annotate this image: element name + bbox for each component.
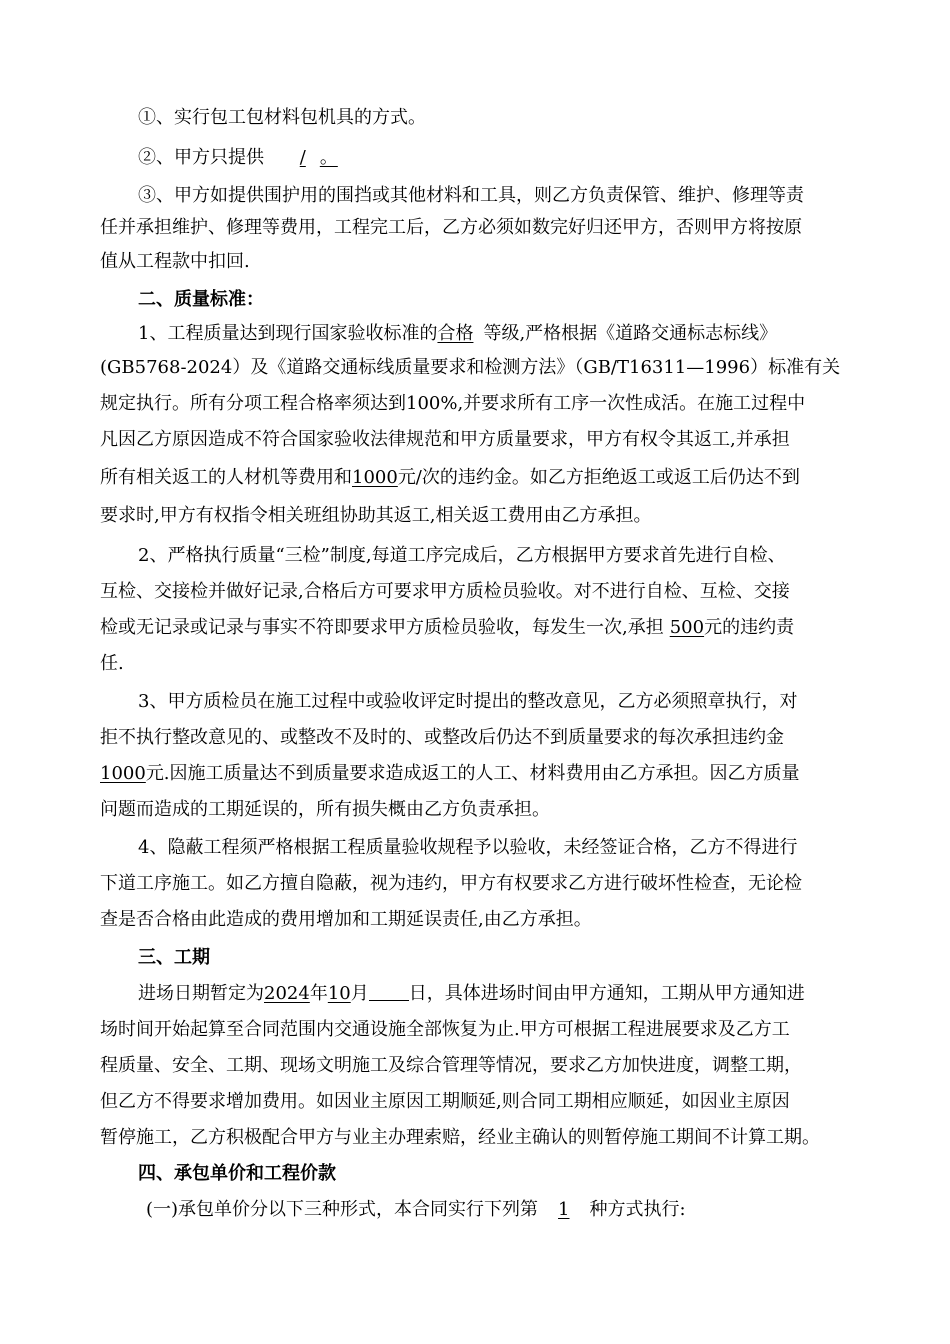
item-1-text: ①、实行包工包材料包机具的方式。 <box>138 107 426 128</box>
day-blank <box>369 982 409 1001</box>
penalty-fill-1: 1000 <box>352 467 398 488</box>
s2-p4-line-1 <box>138 836 797 860</box>
s2-p3-line-3 <box>100 762 800 786</box>
item-2-fill: / <box>299 147 306 168</box>
s2-p2-line-3-a: 检或无记录或记录与事实不符即要求甲方质检员验收，每发生一次,承担 <box>100 617 664 638</box>
penalty-fill-2: 500 <box>669 617 705 638</box>
s2-p4-line-2-text: 下道工序施工。如乙方擅自隐蔽，视为违约，甲方有权要求乙方进行破坏性检查，无论检 <box>100 873 802 894</box>
year-fill: 2024 <box>264 983 310 1004</box>
s2-p2-line-2-text: 互检、交接检并做好记录,合格后方可要求甲方质检员验收。对不进行自检、互检、交接 <box>100 581 790 602</box>
s2-p3-line-3-b: 元.因施工质量达不到质量要求造成返工的人工、材料费用由乙方承担。因乙方质量 <box>145 763 800 784</box>
s2-p4-line-1-text: 4、隐蔽工程须严格根据工程质量验收规程予以验收，未经签证合格，乙方不得进行 <box>138 837 798 858</box>
s2-p2-line-4-text: 任. <box>100 653 124 674</box>
s3-line-4-text: 但乙方不得要求增加费用。如因业主原因工期顺延,则合同工期相应顺延，如因业主原因 <box>100 1091 790 1112</box>
s2-p1-line-2-text: (GB5768-2024）及《道路交通标线质量要求和检测方法》（GB/T16311—1996）标准有关 <box>100 357 841 378</box>
s2-p4-line-3-text: 查是否合格由此造成的费用增加和工期延误责任,由乙方承担。 <box>100 909 592 930</box>
s2-p1-line-4-text: 凡因乙方原因造成不符合国家验收法律规范和甲方质量要求，甲方有权令其返工,并承担 <box>100 429 790 450</box>
quality-grade-fill: 合格 <box>437 323 474 344</box>
s3-line-1-d: 日，具体进场时间由甲方通知，工期从甲方通知进 <box>408 983 805 1004</box>
s4-line-1-b: 种方式执行: <box>589 1199 686 1220</box>
s4-line-1-a: (一)承包单价分以下三种形式，本合同实行下列第 <box>146 1199 539 1220</box>
s2-p3-line-4 <box>100 798 550 822</box>
section-2-heading-text: 二、质量标准： <box>138 289 264 310</box>
section-4-heading-text: 四、承包单价和工程价款 <box>138 1163 336 1184</box>
item-3-line-1 <box>138 184 804 208</box>
s2-p1-line-2 <box>100 356 840 380</box>
s2-p2-line-1 <box>138 544 786 568</box>
s2-p1-line-1-b: 等级,严格根据《道路交通标志标线》 <box>483 323 778 344</box>
item-3-line-2-text: 任并承担维护、修理等费用，工程完工后，乙方必须如数完好归还甲方，否则甲方将按原 <box>100 217 802 238</box>
item-2 <box>138 146 352 170</box>
s3-line-3 <box>100 1054 802 1078</box>
item-3-line-2 <box>100 216 802 240</box>
s2-p3-line-2-text: 拒不执行整改意见的、或整改不及时的、或整改后仍达不到质量要求的每次承担违约金 <box>100 727 784 748</box>
s3-line-1-b: 年 <box>309 983 328 1004</box>
s2-p3-line-1-text: 3、甲方质检员在施工过程中或验收评定时提出的整改意见，乙方必须照章执行，对 <box>138 691 798 712</box>
s2-p1-line-5 <box>100 466 800 490</box>
s2-p4-line-2 <box>100 872 802 896</box>
s3-line-4 <box>100 1090 790 1114</box>
s2-p1-line-1-a: 1、工程质量达到现行国家验收标准的 <box>138 323 438 344</box>
section-3-heading-text: 三、工期 <box>138 947 210 968</box>
section-3-heading <box>138 946 210 970</box>
s3-line-5-text: 暂停施工，乙方积极配合甲方与业主办理索赔，经业主确认的则暂停施工期间不计算工期。 <box>100 1127 820 1148</box>
s2-p1-line-4 <box>100 428 790 452</box>
item-1 <box>138 106 426 130</box>
s2-p1-line-6-text: 要求时,甲方有权指令相关班组协助其返工,相关返工费用由乙方承担。 <box>100 505 652 526</box>
s2-p1-line-5-a: 所有相关返工的人材机等费用和 <box>100 467 352 488</box>
item-2-suffix: 。 <box>319 147 338 168</box>
s2-p2-line-3 <box>100 616 794 640</box>
item-3-line-3 <box>100 250 250 274</box>
s2-p1-line-6 <box>100 504 651 528</box>
month-fill: 10 <box>327 983 351 1004</box>
s3-line-1-c: 月 <box>350 983 369 1004</box>
item-3-line-3-text: 值从工程款中扣回. <box>100 251 250 272</box>
s4-line-1 <box>146 1198 686 1222</box>
section-2-heading <box>138 288 264 312</box>
s2-p3-line-1 <box>138 690 797 714</box>
s2-p1-line-5-b: 元/次的违约金。如乙方拒绝返工或返工后仍达不到 <box>397 467 800 488</box>
section-4-heading <box>138 1162 336 1186</box>
option-fill: 1 <box>558 1199 570 1220</box>
s2-p1-line-1 <box>138 322 777 346</box>
s3-line-3-text: 程质量、安全、工期、现场文明施工及综合管理等情况，要求乙方加快进度，调整工期， <box>100 1055 802 1076</box>
s2-p3-line-4-text: 问题而造成的工期延误的，所有损失概由乙方负责承担。 <box>100 799 550 820</box>
s3-line-2 <box>100 1018 790 1042</box>
s2-p2-line-3-b: 元的违约责 <box>704 617 795 638</box>
s3-line-1 <box>138 982 805 1006</box>
s2-p2-line-4 <box>100 652 124 676</box>
penalty-fill-3: 1000 <box>100 763 146 784</box>
s2-p1-line-3 <box>100 392 805 416</box>
s2-p2-line-2 <box>100 580 790 604</box>
s3-line-2-text: 场时间开始起算至合同范围内交通设施全部恢复为止.甲方可根据工程进展要求及乙方工 <box>100 1019 790 1040</box>
s3-line-1-a: 进场日期暂定为 <box>138 983 264 1004</box>
s3-line-5 <box>100 1126 820 1150</box>
s2-p3-line-2 <box>100 726 784 750</box>
item-3-line-1-text: ③、甲方如提供围护用的围挡或其他材料和工具，则乙方负责保管、维护、修理等责 <box>138 185 804 206</box>
s2-p1-line-3-text: 规定执行。所有分项工程合格率须达到100%,并要求所有工序一次性成活。在施工过程中 <box>100 393 806 414</box>
item-2-prefix: ②、甲方只提供 <box>138 147 264 168</box>
s2-p2-line-1-text: 2、严格执行质量“三检”制度,每道工序完成后，乙方根据甲方要求首先进行自检、 <box>138 545 786 566</box>
s2-p4-line-3 <box>100 908 592 932</box>
